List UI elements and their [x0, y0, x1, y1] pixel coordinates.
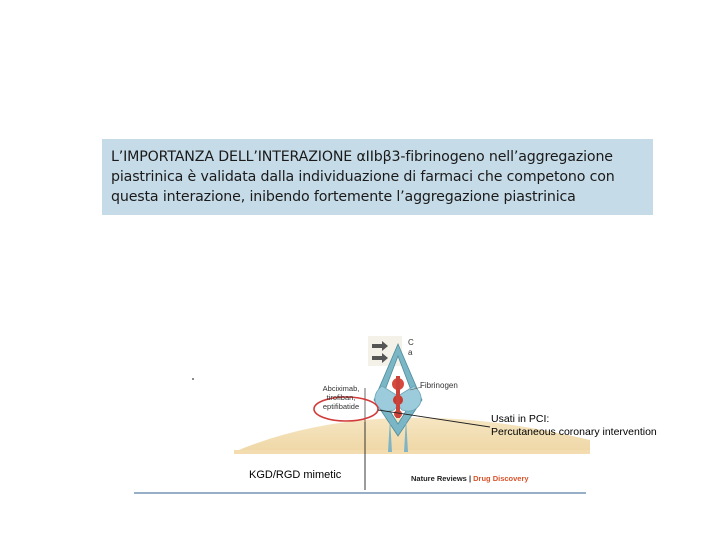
- callout-line-3: questa interazione, inibendo fortemente l’aggregazione piastrinica: [111, 189, 576, 205]
- title-callout: [102, 139, 653, 215]
- journal-name: Nature Reviews |: [411, 474, 474, 483]
- pci-note-line-2: Percutaneous coronary intervention: [491, 426, 657, 438]
- drugs-label: [316, 384, 366, 411]
- top-label-2: a: [408, 348, 413, 357]
- drug-name: eptifibatide: [322, 402, 360, 411]
- journal-section: Drug Discovery: [473, 474, 529, 483]
- journal-credit: [411, 474, 529, 483]
- fibrinogen-label: Fibrinogen: [420, 381, 458, 390]
- kgd-note: KGD/RGD mimetic: [249, 469, 342, 481]
- drug-name: Abciximab,: [322, 384, 360, 393]
- callout-line-1: L’IMPORTANZA DELL’INTERAZIONE αIIbβ3-fibrinogeno nell’aggregazione: [111, 149, 613, 165]
- drug-name: tirofiban,: [326, 393, 356, 402]
- pci-note-line-1: Usati in PCI:: [491, 413, 550, 425]
- callout-line-2: piastrinica è validata dalla individuazione di farmaci che competono con: [111, 169, 615, 185]
- top-label-1: C: [408, 338, 414, 347]
